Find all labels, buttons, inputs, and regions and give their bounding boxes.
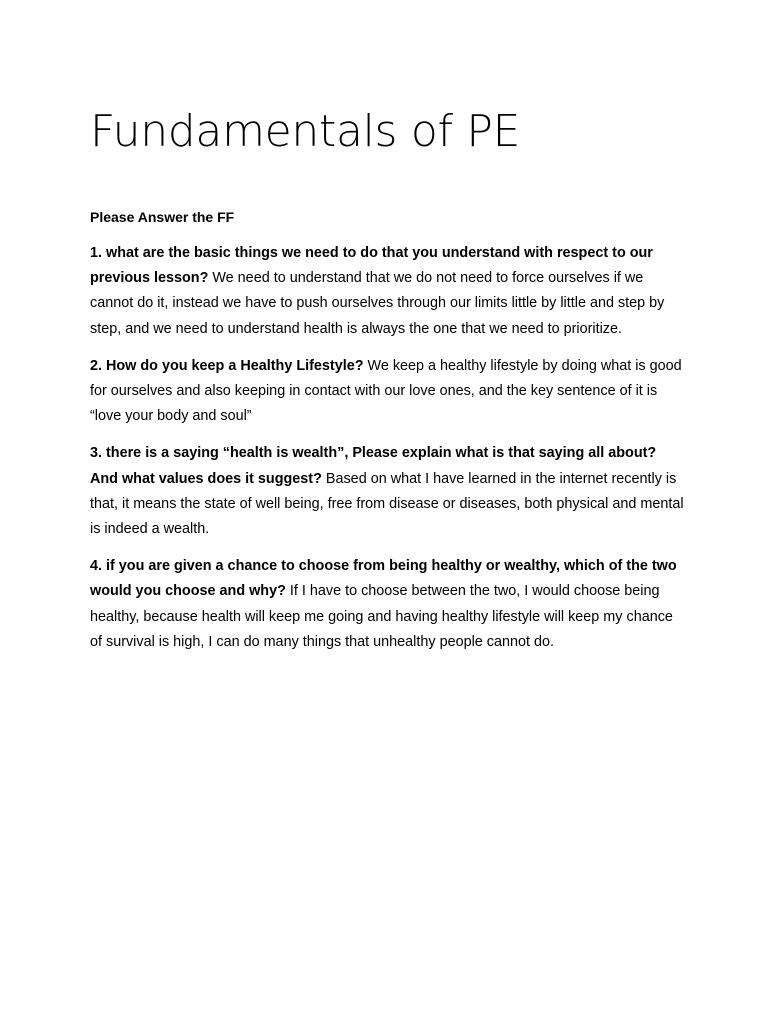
qa-item-2	[90, 354, 686, 430]
qa-item-3	[90, 441, 686, 542]
answer-2: We keep a healthy lifestyle by doing what is good for ourselves and also keeping in contact with our love ones, and the key sentence of it is “love your body and soul”	[90, 357, 682, 425]
answer-4: If I have to choose between the two, I would choose being healthy, because health will keep me going and having healthy lifestyle will keep my chance of survival is high, I can do many things that unhealthy people cannot do.	[90, 583, 673, 650]
question-2: 2. How do you keep a Healthy Lifestyle?	[90, 357, 364, 374]
answer-3: Based on what I have learned in the internet recently is that, it means the state of well being, free from disease or diseases, both physical and mental is indeed a wealth.	[90, 470, 684, 538]
document-content	[90, 96, 686, 667]
answer-1: We need to understand that we do not need to force ourselves if we cannot do it, instead we have to push ourselves through our limits little by little and step by step, and we need to understand health is always the one that we need to prioritize.	[90, 270, 665, 337]
qa-item-4	[90, 554, 686, 655]
instruction-text: Please Answer the FF	[90, 209, 235, 225]
qa-item-1	[90, 241, 686, 342]
question-1: 1. what are the basic things we need to do that you understand with respect to our previous lesson?	[90, 245, 653, 287]
document-title: Fundamentals of PE	[90, 106, 521, 157]
question-3: 3. there is a saying “health is wealth”, Please explain what is that saying all about? And what values does it suggest?	[90, 445, 657, 487]
question-4: 4. if you are given a chance to choose from being healthy or wealthy, which of the two would you choose and why?	[90, 558, 677, 600]
